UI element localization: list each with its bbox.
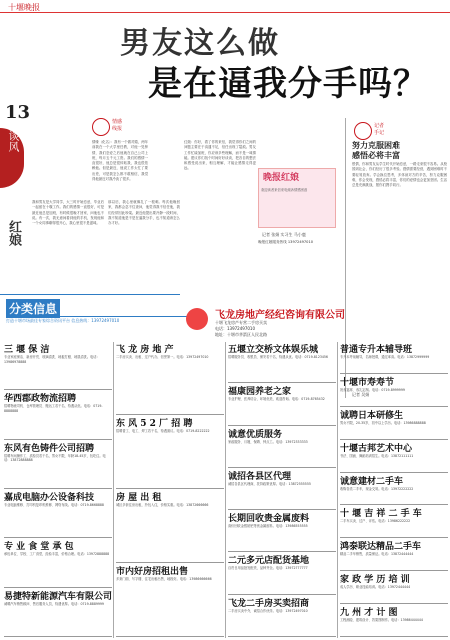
classified-ad [340,474,448,506]
masthead: 十堰晚报 [8,3,40,12]
classified-ad-body: 多套门面、写字楼、住宅出租出售，地段好。电话：13986666666 [116,577,212,581]
classified-subtitle: 打造十堰市场最佳专家综合资讯平台 信息热线：13972497010 [6,318,120,323]
classified-ad [4,441,112,489]
top-divider [0,12,450,13]
article-text: 情缘（化名）：我有一个做对婚，两年前我在一个大学里任教，对他一见钟情，我们恋爱之后他就在自己公司上班，每月五千元工资。我们的感情一直很好，他总是很体贴我，我也很依赖他。但是最近，他说工作太忙了要出差，可是我怎么都不敢相信，我觉得他最近对我冷淡了很多。 [92,140,148,182]
column-author: 红娘 [6,220,21,246]
article-credit: 记者 张娟 实习生 马小鹿 [262,232,306,237]
classified-ad-body: 精品二手车销售，质量保证。电话：13872444444 [340,552,414,557]
classified-ad [228,596,336,637]
heart-icon [92,118,110,136]
classified-ad [340,506,448,538]
classified-ad [4,342,112,390]
classified-ad-title: 诚招各县区代理 [228,471,292,482]
dragon-logo-icon [186,308,208,330]
sidebar-badge: 记者 手记 [374,123,385,136]
classified-ad-title: 诚意优质服务 [228,429,283,440]
classified-ad-title: 鸿泰联达精品二手车 [340,542,422,553]
classified-ad-body: 二手房买卖、出租、过户代办，信誉第一。电话：13972497010 [116,355,209,359]
classified-ad-body: 收购各类二手车，现金交易。电话：13972222222 [340,486,414,491]
sidebar-text: 恨情，你和男友从学生时代开始恋爱，一路走来很不容易。从校园到社会，你们经历了很多考验。感情需要经营，遇到困难时不要轻易放弃。学会换位思考，多体谅对方的辛苦，努力克服困难，你会发现，感悟必将丰富，你们的爱情也会更加坚固。生活总是充满挑战，愿你们携手同行。 [352,162,447,188]
classified-ad-title: 嘉成电脑办公设备科技 [4,493,95,503]
classified-ad [116,490,224,563]
classified-ad [228,342,336,383]
classified-ad-title: 二元多元店配货基地 [228,556,310,567]
classified-ad-title: 九 州 才 计 图 [340,608,398,619]
classified-ad [4,539,112,587]
section-label: 谈风 [7,130,20,152]
classified-ad-title: 东 风 5 2 厂 招 聘 [116,419,193,429]
banner-address: 地址：十堰市茅箭区人民北路 [215,332,267,337]
classified-ad-body: 城区多套住房出租，拎包入住，价格实惠。电话：13872666666 [116,503,209,507]
classified-logo-text: 分类信息 [6,299,60,318]
classified-ad [4,391,112,439]
article-badge: 情感 线报 [112,119,123,132]
article-col-intro [92,140,148,195]
classified-ad-title: 东风有色铸件公司招聘 [4,443,95,454]
classified-ad-title: 十堰市寿寿节 [340,377,395,388]
classified-logo [6,298,114,314]
classified-ad-body: 高价回收金银铂钯等贵金属废料。电话：13986555555 [228,524,308,529]
classified-ad-title: 诚意建材二手车 [340,476,404,487]
classified-ad [228,511,336,552]
classified-ad-title: 诚聘日本研修生 [340,410,404,421]
classified-ad [340,605,448,637]
classified-ad-title: 飞龙二手房买卖招商 [228,598,310,609]
classified-ad-body: 男女不限，20-35岁，初中以上学历。电话：13986888888 [340,420,426,425]
sidebar-title: 努力克服困难 感悟必将丰富 [352,140,400,160]
classified-ad-title: 专 业 食 堂 承 包 [4,542,74,553]
classified-ad-body: 二手房买卖中介，诚招合作伙伴。电话：13972497010 [228,608,308,613]
classified-ad-body: 承包单位、学校、工厂食堂，经验丰富，价格合理。电话：13972888888 [4,552,110,557]
banner-line: 十堰飞龙房产专营二手房买卖 [215,320,267,325]
classified-ad [116,564,224,637]
classified-ad-body: 专业护理、医养结合，环境优美，欢迎咨询。电话：0719-8765432 [228,397,325,402]
classified-ad [340,408,448,440]
classified-ad-body: 招聘普工、电工、焊工若干名，待遇面议。电话：0719-8222222 [116,429,210,433]
article-text: 红娘：你好，看了你的来信，我觉得你们之间的问题主要在于沟通不足，信任出现了裂痕。男友工作忙碌加班，你应该多些理解，而不是一味猜疑。建议你们找个时间好好谈谈，把各自的想法和感受说出来，相互理解，才能让感情走得更远。 [184,140,256,171]
classified-ad-body: 诚招各县区代理商，扶持政策优厚。电话：13872555555 [228,481,311,486]
classified-ad-body: 专业家庭保洁、新房开荒、玻璃清洗、地板打蜡、地毯清洗。电话：13986978888 [4,355,100,364]
image-title: 晚报红娘 [263,173,300,183]
classified-ad [340,375,448,407]
classified-ad [4,589,112,637]
classified-divider [0,294,180,295]
classified-ad [228,469,336,510]
classified-ad-title: 五堰立交桥文体娱乐城 [228,345,319,355]
classified-ad-title: 三 堰 保 洁 [4,345,50,355]
classified-ad-body: 二手车买卖、过户、评估。电话：13986222222 [340,519,411,524]
classified-ad-body: 专业电脑维修、打印机复印机维修、网络布线。电话：0719-8668888 [4,503,104,507]
classified-ad-title: 家 政 学 历 培 训 [340,575,410,586]
classified-column-divider [337,342,338,638]
classified-ad [340,342,448,374]
classified-ad-title: 飞 龙 房 地 产 [116,345,174,355]
classified-ad-body: 百货日用品批发配货，品种齐全。电话：13972777777 [228,566,308,571]
image-subtitle: 欢迎读者来信来电倾诉情感困惑 [261,188,308,192]
classified-ad-body: 工程测绘、建筑设计、效果图制作。电话：13986444444 [340,618,423,623]
article-text: 那以后，我心里就像扎了一根刺。每次他晚回家，我都会忍不住查问，他觉得我不信任他，我们经常因此吵架。最近他提出要冷静一段时间，我不知道他是不是在逼我分手，也不知道该怎么办才好。 [108,200,180,226]
banner-phone: 电话：13972497010 [215,326,255,331]
classified-ad-title: 十堰古邦艺术中心 [340,443,413,454]
classified-ad-title: 房 屋 出 租 [116,493,162,503]
classified-ad [228,384,336,425]
classified-ad-title: 福康园养老之家 [228,387,292,398]
classified-ad-body: 成人学历、职业技能培训。电话：13972444444 [340,585,411,590]
classified-ad-title: 长期回收贵金属废料 [228,514,310,525]
classified-ad-body: 诚聘汽车销售顾问、售后服务人员，待遇优厚。电话：0719-8889999 [4,601,104,606]
classified-ad [116,416,224,489]
classified-ad-title: 华西郡政物流招聘 [4,394,77,405]
classified-ad [228,427,336,468]
classified-ad-body: 书法、国画、舞蹈培训招生。电话：13872111111 [340,453,414,458]
classified-ad-body: 家政服务、月嫂、保姆、钟点工。电话：13972333333 [228,439,308,444]
article-title-line1: 男友这么做 [120,26,280,61]
classified-ad [4,490,112,538]
classified-ad-title: 易捷特新能源汽车有限公司 [4,591,112,602]
banner-title: 飞龙房地产经纪咨询有限公司 [215,310,345,321]
classified-ad-body: 招聘车间操作工、质检员若干名，男女不限，年龄18-45岁，包吃住。电话：13872888888 [4,453,106,463]
classified-ad [340,572,448,604]
classified-ad-body: 招聘物流司机、仓库管理员、搬运工若干名，待遇从优。电话：0719-8888888 [4,404,103,414]
sidebar-author: 记者 吴娟 [352,392,370,397]
classified-ad-title: 市内好房招租出售 [116,567,189,577]
classified-ad [340,441,448,473]
classified-ad-body: 专升本考前辅导，名师授课，通过率高。电话：13872999999 [340,355,430,359]
classified-ad-body: 招聘服务员、收银员、保安若干名，待遇从优。电话：0719-8123456 [228,355,328,359]
classified-ad-title: 十 堰 吉 祥 二 手 车 [340,509,422,520]
classified-column-divider [225,342,226,638]
classified-ad-body: 祝寿宴席、寿礼定制。电话：0719-8999999 [340,387,405,392]
classified-ads [0,342,450,640]
classified-ad-title: 普通专升本辅导班 [340,345,413,355]
page-number: 13 [5,102,31,123]
hotline: 晚报红娘服务热线 13972497010 [258,240,314,244]
classified-column-divider [113,342,114,638]
classified-ad [340,539,448,571]
classified-rule [6,316,206,317]
article-title-line2: 是在逼我分手吗？ [148,64,428,104]
classified-ad [228,553,336,594]
article-text: 我和男友是大学同学，大三时开始恋爱，毕业后一起留在十堰工作。我们的感情一直很好，可是最近他总是加班，有时候很晚才回家，问他也不说。有一次，我无意间看到他的手机，发现他和一个女同事聊得很开心，我心里很不是滋味。 [32,200,104,226]
pen-icon [354,122,372,140]
classified-ad [116,342,224,415]
